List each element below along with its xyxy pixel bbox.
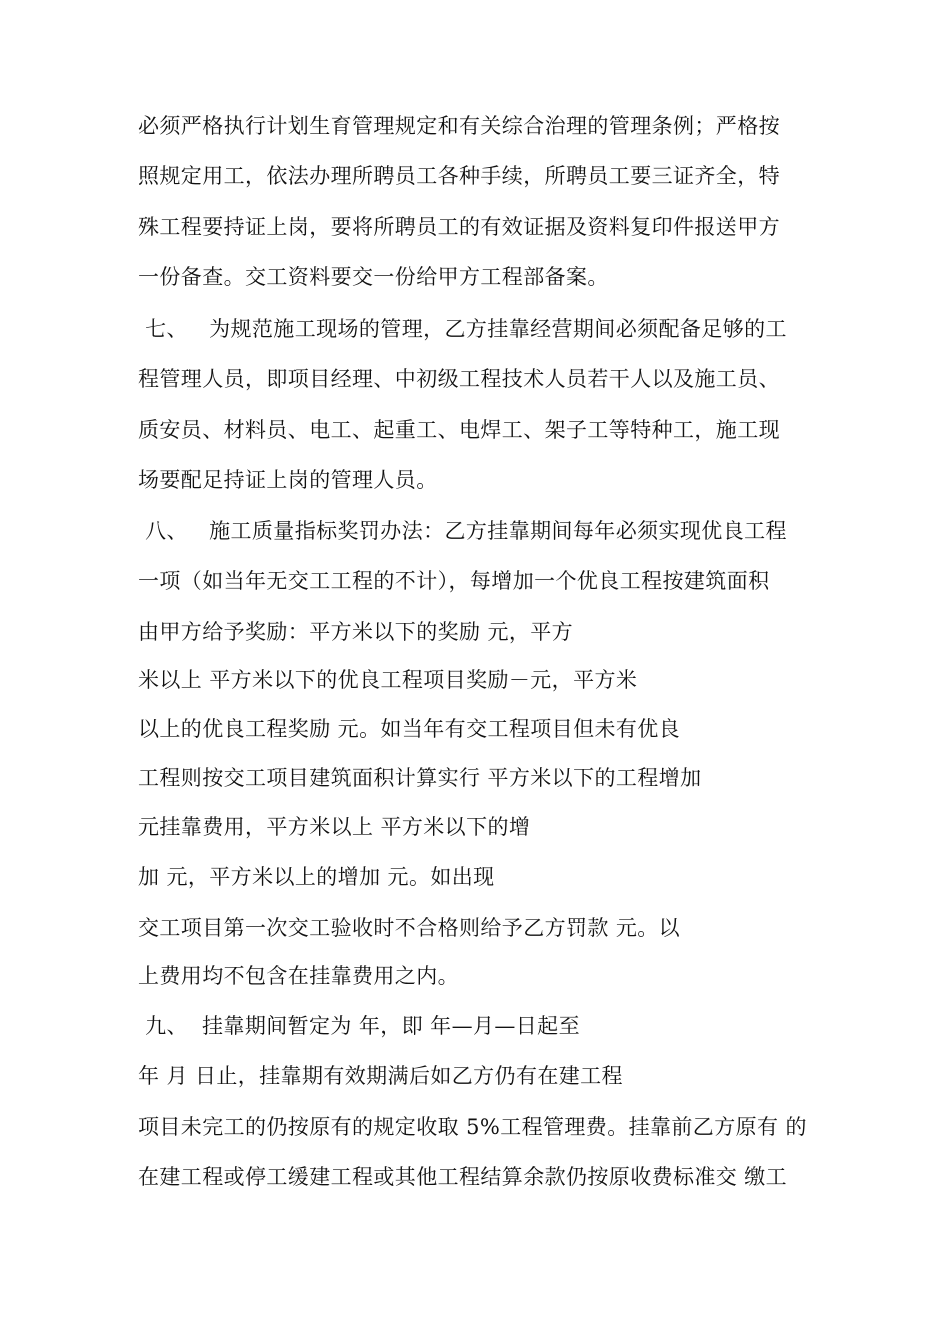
paragraph-line-13: 以上的优良工程奖励 元。如当年有交工程项目但未有优良 [138,717,681,741]
paragraph-line-20: 年 月 日止，挂靠期有效期满后如乙方仍有在建工程 [138,1064,623,1088]
paragraph-line-10: 一项（如当年无交工工程的不计），每增加一个优良工程按建筑面积 [138,569,770,593]
paragraph-line-12: 米以上 平方米以下的优良工程项目奖励－元，平方米 [138,668,638,692]
paragraph-line-2: 照规定用工，依法办理所聘员工各种手续，所聘员工要三证齐全，特 [138,164,780,188]
paragraph-line-15: 元挂靠费用，平方米以上 平方米以下的增 [138,815,531,839]
paragraph-line-6: 程管理人员，即项目经理、中初级工程技术人员若干人以及施工员、 [138,367,780,391]
paragraph-line-3: 殊工程要持证上岗，要将所聘员工的有效证据及资料复印件报送甲方 [138,215,780,239]
paragraph-line-19: 九、 挂靠期间暂定为 年，即 年—月—日起至 [138,1014,580,1038]
paragraph-line-14: 工程则按交工项目建筑面积计算实行 平方米以下的工程增加 [138,766,702,790]
paragraph-line-18: 上费用均不包含在挂靠费用之内。 [138,964,459,988]
paragraph-line-22: 在建工程或停工缓建工程或其他工程结算余款仍按原收费标准交 缴工 [138,1165,788,1189]
paragraph-line-21: 项目未完工的仍按原有的规定收取 5%工程管理费。挂靠前乙方原有 的 [138,1115,807,1139]
paragraph-line-7: 质安员、材料员、电工、起重工、电焊工、架子工等特种工，施工现 [138,418,780,442]
paragraph-line-1: 必须严格执行计划生育管理规定和有关综合治理的管理条例；严格按 [138,114,780,138]
paragraph-line-9: 八、 施工质量指标奖罚办法：乙方挂靠期间每年必须实现优良工程 [138,519,787,543]
paragraph-line-16: 加 元，平方米以上的增加 元。如出现 [138,865,495,889]
paragraph-line-8: 场要配足持证上岗的管理人员。 [138,468,438,492]
paragraph-line-4: 一份备查。交工资料要交一份给甲方工程部备案。 [138,265,609,289]
paragraph-line-17: 交工项目第一次交工验收时不合格则给予乙方罚款 元。以 [138,916,681,940]
paragraph-line-5: 七、 为规范施工现场的管理，乙方挂靠经营期间必须配备足够的工 [138,317,787,341]
paragraph-line-11: 由甲方给予奖励：平方米以下的奖励 元，平方 [138,620,574,644]
